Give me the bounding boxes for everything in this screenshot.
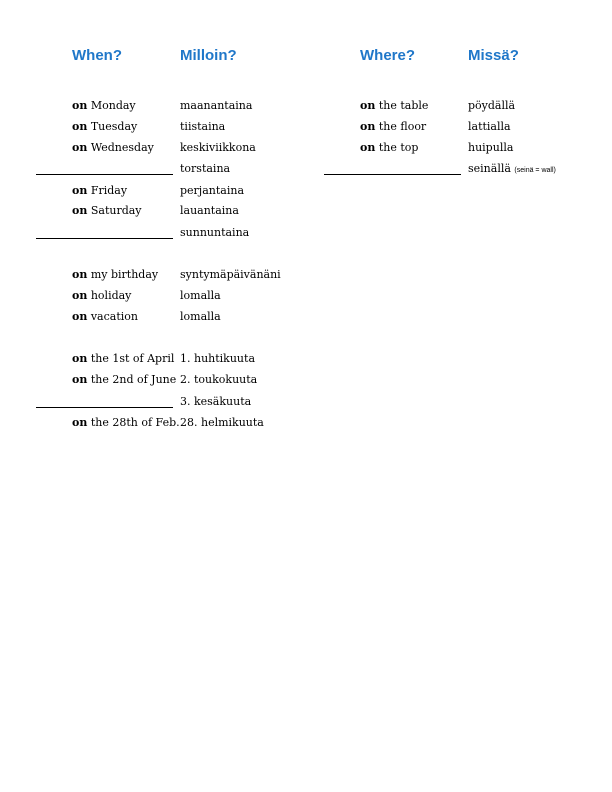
day-row-fi: lauantaina [180,204,239,217]
place-row-fi: seinällä (seinä = wall) [468,162,556,175]
occasion-row-fi: lomalla [180,310,221,323]
answer-blank[interactable] [36,174,173,175]
day-row-en: on Monday [72,99,136,112]
day-row-fi: keskiviikkona [180,141,256,154]
date-row-fi: 28. helmikuuta [180,416,264,429]
occasion-row-en: on holiday [72,289,132,302]
occasion-row-en: on vacation [72,310,138,323]
day-row-en: on Wednesday [72,141,154,154]
header-where: Where? [360,47,416,64]
occasion-row-fi: lomalla [180,289,221,302]
day-row-fi: maanantaina [180,99,253,112]
header-milloin: Milloin? [180,47,237,64]
answer-blank[interactable] [324,174,461,175]
occasion-row-en: on my birthday [72,268,159,281]
date-row-en: on the 2nd of June [72,373,177,386]
date-row-en: on the 1st of April [72,352,175,365]
place-row-fi: huipulla [468,141,514,154]
day-row-fi: perjantaina [180,184,245,197]
place-row-fi: pöydällä [468,99,516,112]
place-row-fi: lattialla [468,120,511,133]
day-row-en: on Tuesday [72,120,138,133]
answer-blank[interactable] [36,238,173,239]
day-row-en: on Friday [72,184,128,197]
place-row-en: on the top [360,141,419,154]
occasion-row-fi: syntymäpäivänäni [180,268,281,281]
day-row-fi: sunnuntaina [180,226,250,239]
answer-blank[interactable] [36,407,173,408]
place-row-en: on the floor [360,120,427,133]
header-when: When? [72,47,122,64]
date-row-fi: 3. kesäkuuta [180,395,252,408]
place-row-en: on the table [360,99,429,112]
day-row-fi: tiistaina [180,120,226,133]
date-row-fi: 2. toukokuuta [180,373,258,386]
wall-note: (seinä = wall) [514,167,556,174]
day-row-fi: torstaina [180,162,231,175]
header-missa: Missä? [468,47,519,64]
date-row-en: on the 28th of Feb. [72,416,180,429]
day-row-en: on Saturday [72,204,142,217]
date-row-fi: 1. huhtikuuta [180,352,255,365]
